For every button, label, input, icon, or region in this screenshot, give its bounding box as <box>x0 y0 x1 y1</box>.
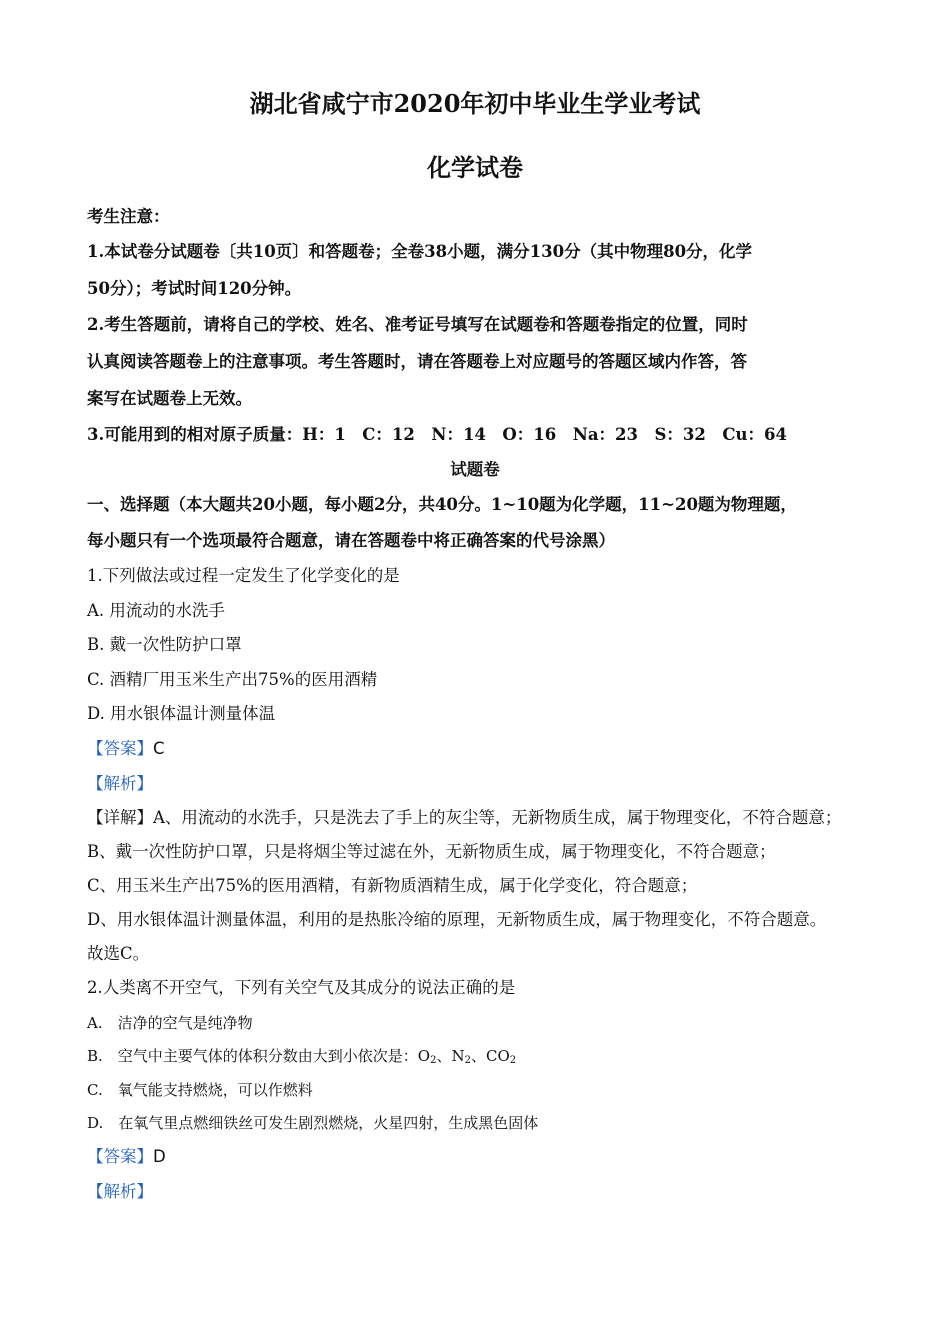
notice-heading: 考生注意： <box>87 207 170 226</box>
q1-explanation-2: B、戴一次性防护口罩，只是将烟尘等过滤在外，无新物质生成，属于物理变化，不符合题意； <box>87 842 776 861</box>
answer-tag: 【答案】 <box>87 1147 153 1166</box>
exam-subtitle: 化学试卷 <box>427 153 523 182</box>
carbon-dioxide-formula: 、CO <box>471 1047 510 1065</box>
section-heading-line-1: 一、选择题（本大题共20小题，每小题2分，共40分。1~10题为化学题，11~20题为物理题， <box>87 495 797 514</box>
q1-explanation-4: D、用水银体温计测量体温，利用的是热胀冷缩的原理，无新物质生成，属于物理变化，不符合题意。 <box>87 910 827 929</box>
notice-line-1: 1.本试卷分试题卷〔共10页〕和答题卷；全卷38小题，满分130分（其中物理80分，化学 <box>87 242 753 261</box>
q2-answer <box>87 1146 166 1168</box>
q1-stem: 1.下列做法或过程一定发生了化学变化的是 <box>87 566 400 585</box>
q2-option-b <box>87 1045 516 1072</box>
q2-analysis-tag: 【解析】 <box>87 1182 153 1201</box>
q2-option-d: D. 在氧气里点燃细铁丝可发生剧烈燃烧，火星四射，生成黑色固体 <box>87 1114 539 1132</box>
q1-explanation-1 <box>87 807 841 829</box>
notice-line-4: 认真阅读答题卷上的注意事项。考生答题时，请在答题卷上对应题号的答题区域内作答，答 <box>87 352 747 371</box>
detail-tag: 【详解】 <box>87 808 153 827</box>
explanation-text: A、用流动的水洗手，只是洗去了手上的灰尘等，无新物质生成，属于物理变化，不符合题意； <box>153 808 842 827</box>
notice-line-6: 3.可能用到的相对原子质量：H：1 C：12 N：14 O：16 Na：23 S：32 Cu：64 <box>87 425 787 444</box>
notice-line-2: 50分）；考试时间120分钟。 <box>87 279 302 298</box>
q1-option-c: C. 酒精厂用玉米生产出75%的医用酒精 <box>87 670 378 689</box>
q1-explanation-3: C、用玉米生产出75%的医用酒精，有新物质酒精生成，属于化学变化，符合题意； <box>87 876 698 895</box>
q1-conclusion: 故选C。 <box>87 944 150 963</box>
exam-title: 湖北省咸宁市2020年初中毕业生学业考试 <box>249 89 701 118</box>
oxygen-formula: O <box>417 1047 431 1065</box>
notice-line-3: 2.考生答题前，请将自己的学校、姓名、准考证号填写在试题卷和答题卷指定的位置，同时 <box>87 315 748 334</box>
q2-stem: 2.人类离不开空气，下列有关空气及其成分的说法正确的是 <box>87 978 516 997</box>
subscript: 2 <box>430 1055 437 1066</box>
answer-value: C <box>153 739 165 758</box>
nitrogen-formula: 、N <box>436 1047 465 1065</box>
q1-option-a: A. 用流动的水洗手 <box>87 601 225 620</box>
subscript: 2 <box>509 1055 517 1066</box>
q1-option-b: B. 戴一次性防护口罩 <box>87 635 242 654</box>
answer-value: D <box>153 1147 166 1166</box>
answer-tag: 【答案】 <box>87 739 153 758</box>
subscript: 2 <box>464 1055 471 1066</box>
q1-analysis-tag: 【解析】 <box>87 774 153 793</box>
option-b-text: B. 空气中主要气体的体积分数由大到小依次是： <box>87 1047 418 1065</box>
section-heading-line-2: 每小题只有一个选项最符合题意，请在答题卷中将正确答案的代号涂黑） <box>87 531 615 550</box>
q2-option-a: A. 洁净的空气是纯净物 <box>87 1014 253 1032</box>
notice-line-5: 案写在试题卷上无效。 <box>87 389 252 408</box>
q2-option-c: C. 氧气能支持燃烧，可以作燃料 <box>87 1081 313 1099</box>
q1-option-d: D. 用水银体温计测量体温 <box>87 704 276 723</box>
paper-label: 试题卷 <box>450 460 500 479</box>
q1-answer <box>87 738 165 760</box>
